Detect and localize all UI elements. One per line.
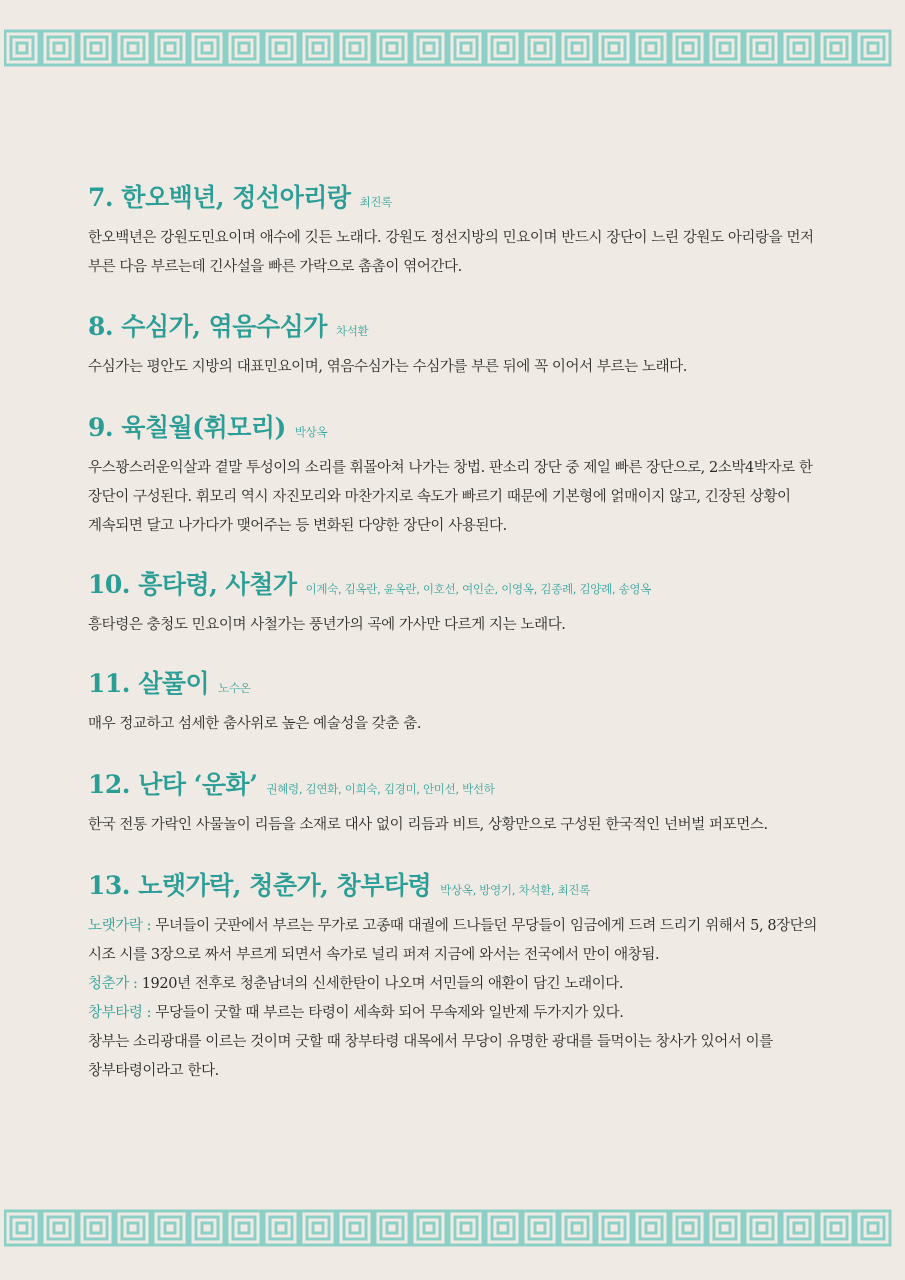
performer-names: 박상옥, 방영기, 차석환, 최진록 — [440, 883, 591, 897]
song-item-norae-garak — [88, 912, 828, 970]
meander-tile — [597, 31, 631, 65]
section-9 — [88, 408, 828, 541]
meander-tile — [227, 31, 261, 65]
meander-tile — [116, 31, 150, 65]
meander-tile — [42, 31, 76, 65]
meander-pattern — [4, 1208, 892, 1248]
meander-tile — [782, 1211, 816, 1245]
meander-tile — [116, 1211, 150, 1245]
meander-tile — [375, 1211, 409, 1245]
meander-tile — [486, 31, 520, 65]
section-title: 9. 육칠월(휘모리) — [88, 413, 286, 442]
meander-tile — [153, 31, 187, 65]
section-heading — [88, 178, 828, 214]
performer-names: 차석환 — [335, 324, 369, 338]
section-10 — [88, 565, 828, 640]
section-description: 한오백년은 강원도민요이며 애수에 깃든 노래다. 강원도 정선지방의 민요이며 반드시 장단이 느린 강원도 아리랑을 먼저 부른 다음 부르는데 긴사설을 빠른 가락으로 촘촘이 엮어간다. — [88, 230, 814, 275]
meander-tile — [375, 31, 409, 65]
section-13 — [88, 866, 828, 1086]
performer-names: 최진록 — [359, 195, 392, 209]
meander-tile — [671, 1211, 705, 1245]
section-title: 7. 한오백년, 정선아리랑 — [88, 183, 351, 212]
section-7 — [88, 178, 828, 282]
meander-tile — [856, 1211, 890, 1245]
meander-tile — [227, 1211, 261, 1245]
meander-tile — [449, 1211, 483, 1245]
performer-names: 이계숙, 김옥란, 윤옥란, 이호선, 여인순, 이영옥, 김종례, 김양례, 송영옥 — [305, 582, 652, 596]
song-label: 노랫가락 : — [88, 918, 152, 934]
meander-tile — [153, 1211, 187, 1245]
meander-tile — [708, 31, 742, 65]
section-11 — [88, 664, 828, 739]
meander-tile — [597, 1211, 631, 1245]
song-label: 창부타령 : — [88, 1005, 152, 1021]
section-heading — [88, 866, 828, 902]
song-description: 무당들이 굿할 때 부르는 타령이 세속화 되어 무속제와 일반제 두가지가 있다. — [151, 1005, 624, 1021]
meander-tile — [190, 31, 224, 65]
meander-tile — [819, 31, 853, 65]
meander-tile — [523, 1211, 557, 1245]
meander-tile — [634, 1211, 668, 1245]
section-heading — [88, 765, 828, 801]
meander-tile — [449, 31, 483, 65]
section-heading — [88, 565, 828, 601]
meander-tile — [819, 1211, 853, 1245]
section-description: 우스꽝스러운익살과 곁말 투성이의 소리를 휘몰아쳐 나가는 창법. 판소리 장단 중 제일 빠른 장단으로, 2소박4박자로 한 장단이 구성된다. 휘모리 역시 자진모리와 마찬가지로 속도가 빠르기 때문에 기본형에 얽매이지 않고, 긴장된 상황이 계속되면 달고 나가다가 맺어주는 등 변화된 다양한 장단이 사용된다. — [88, 460, 813, 534]
section-8 — [88, 307, 828, 382]
section-12 — [88, 765, 828, 840]
section-description: 흥타령은 충청도 민요이며 사철가는 풍년가의 곡에 가사만 다르게 지는 노래다. — [88, 617, 566, 633]
meander-tile — [338, 1211, 372, 1245]
meander-tile — [708, 1211, 742, 1245]
section-title: 10. 흥타령, 사철가 — [88, 570, 297, 599]
top-border-pattern — [0, 22, 905, 74]
song-description: 1920년 전후로 청춘남녀의 신세한탄이 나오며 서민들의 애환이 담긴 노래이다. — [137, 976, 624, 992]
song-item-changbu-taryeong — [88, 999, 828, 1028]
section-description: 수심가는 평안도 지방의 대표민요이며, 엮음수심가는 수심가를 부른 뒤에 꼭 이어서 부르는 노래다. — [88, 359, 687, 375]
program-notes — [88, 178, 828, 1086]
meander-tile — [412, 31, 446, 65]
performer-names: 권혜령, 김연화, 이희숙, 김경미, 안미선, 박선하 — [266, 782, 495, 796]
meander-tile — [634, 31, 668, 65]
performer-names: 박상옥 — [294, 425, 328, 439]
meander-tile — [412, 1211, 446, 1245]
meander-tile — [5, 1211, 39, 1245]
meander-tile — [856, 31, 890, 65]
bottom-border-pattern — [0, 1202, 905, 1254]
meander-tile — [190, 1211, 224, 1245]
meander-tile — [301, 31, 335, 65]
meander-tile — [338, 31, 372, 65]
performer-names: 노수온 — [218, 681, 251, 695]
section-description: 창부는 소리광대를 이르는 것이며 굿할 때 창부타령 대목에서 무당이 유명한 광대를 들먹이는 창사가 있어서 이를 창부타령이라고 한다. — [88, 1034, 773, 1079]
section-title: 13. 노랫가락, 청춘가, 창부타령 — [88, 871, 432, 900]
section-title: 11. 살풀이 — [88, 669, 210, 698]
meander-tile — [745, 1211, 779, 1245]
song-item-cheongchun-ga — [88, 970, 828, 999]
section-heading — [88, 408, 828, 444]
section-description: 한국 전통 가락인 사물놀이 리듬을 소재로 대사 없이 리듬과 비트, 상황만으로 구성된 한국적인 넌버벌 퍼포먼스. — [88, 817, 768, 833]
meander-pattern — [4, 28, 892, 68]
meander-tile — [79, 31, 113, 65]
meander-tile — [560, 31, 594, 65]
meander-tile — [782, 31, 816, 65]
song-description: 무녀들이 굿판에서 부르는 무가로 고종때 대궐에 드나들던 무당들이 임금에게 드려 드리기 위해서 5, 8장단의 시조 시를 3장으로 짜서 부르게 되면서 속가로 널리 퍼져 지금에 와서는 전국에서 만이 애창됨. — [88, 918, 818, 963]
section-title: 8. 수심가, 엮음수심가 — [88, 312, 327, 341]
section-heading — [88, 307, 828, 343]
meander-tile — [523, 31, 557, 65]
meander-tile — [5, 31, 39, 65]
song-label: 청춘가 : — [88, 976, 138, 992]
section-heading — [88, 664, 828, 700]
meander-tile — [79, 1211, 113, 1245]
section-title: 12. 난타 ‘운화’ — [88, 770, 258, 799]
meander-tile — [671, 31, 705, 65]
meander-tile — [745, 31, 779, 65]
meander-tile — [301, 1211, 335, 1245]
meander-tile — [42, 1211, 76, 1245]
meander-tile — [486, 1211, 520, 1245]
meander-tile — [264, 31, 298, 65]
meander-tile — [264, 1211, 298, 1245]
section-description: 매우 정교하고 섬세한 춤사위로 높은 예술성을 갖춘 춤. — [88, 716, 422, 732]
meander-tile — [560, 1211, 594, 1245]
